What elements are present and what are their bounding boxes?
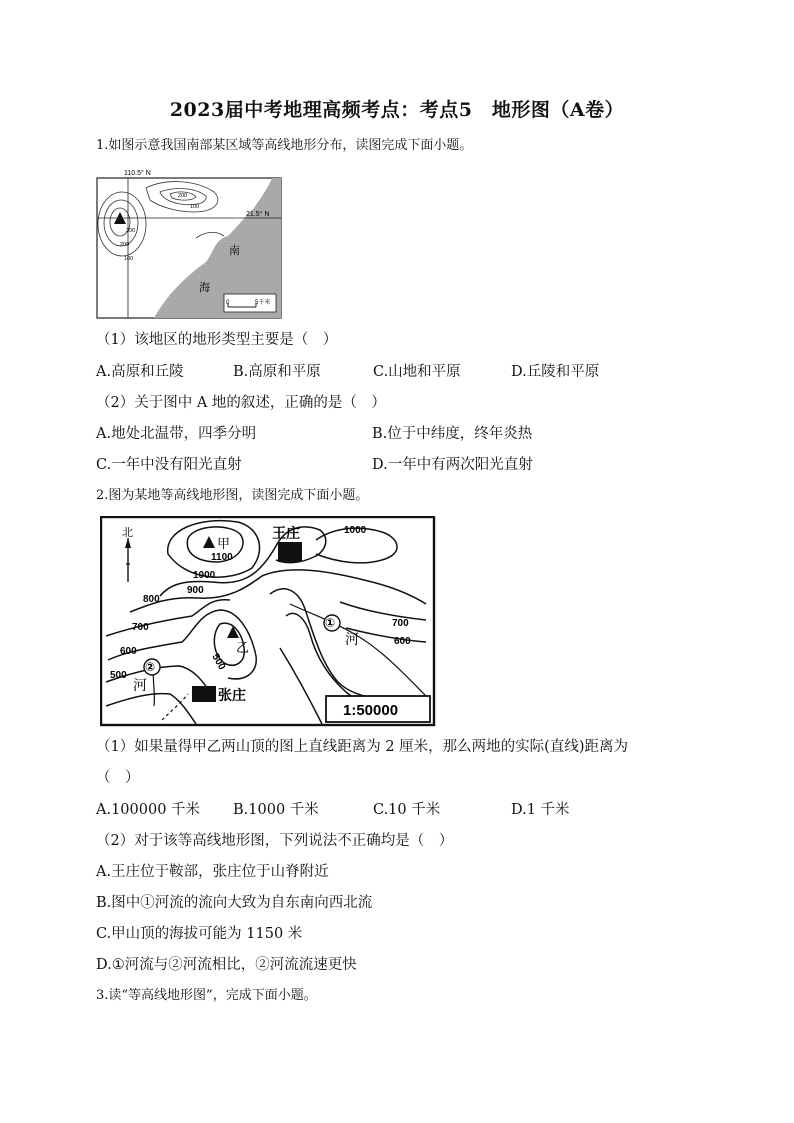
q1-contour-map [96, 166, 284, 320]
q1-sub2-option-b[interactable]: B.位于中纬度，终年炎热 [372, 426, 533, 442]
q1-scale-label: 5千米 [255, 300, 271, 306]
contour-label-1000: 1000 [193, 570, 216, 581]
q2-sub2-text: （2）对于该等高线地形图，下列说法不正确均是（ ） [96, 833, 454, 849]
q1-sub1-option-d[interactable]: D.丘陵和平原 [511, 364, 600, 380]
q1-contour-label: 200 [178, 193, 188, 199]
q1-sub1-option-b[interactable]: B.高原和平原 [233, 364, 321, 380]
river2-label: 河 [133, 677, 147, 693]
peak-jia-label: 甲 [217, 536, 231, 551]
q1-lat-label: 21.5° N [246, 211, 270, 218]
village-wang-icon [278, 542, 302, 562]
q2-sub1-text: （1）如果量得甲乙两山顶的图上直线距离为 2 厘米，那么两地的实际(直线)距离为 [96, 739, 628, 755]
contour-label-1100: 1100 [211, 552, 233, 563]
q1-contour-label: 200 [120, 242, 130, 248]
q1-sea-char: 海 [199, 282, 210, 294]
q1-sub2-option-d[interactable]: D.一年中有两次阳光直射 [372, 457, 533, 473]
north-label: 北 [122, 527, 133, 539]
q3-stem: 3.读“等高线地形图”，完成下面小题。 [96, 988, 317, 1003]
river1-label: 河 [345, 631, 359, 647]
q2-contour-map [100, 516, 436, 728]
q2-sub1-option-d[interactable]: D.1 千米 [511, 802, 570, 818]
village-zhang-label: 张庄 [218, 687, 246, 703]
contour-label-800: 800 [143, 594, 160, 605]
q1-sub2-option-c[interactable]: C.一年中没有阳光直射 [96, 457, 242, 473]
q2-sub1-text2: （ ） [96, 770, 140, 786]
q2-sub1-option-b[interactable]: B.1000 千米 [233, 802, 319, 818]
contour-label-900: 900 [187, 585, 204, 596]
q2-sub1-option-c[interactable]: C.10 千米 [373, 802, 441, 818]
q1-sub1-option-a[interactable]: A.高原和丘陵 [96, 364, 184, 380]
village-wang-label: 王庄 [272, 525, 300, 541]
contour-label-500: 500 [209, 652, 228, 672]
river-marker-1: ① [325, 616, 336, 630]
q1-contour-label: 100 [124, 256, 134, 262]
q1-contour-label: 300 [126, 228, 136, 234]
q1-contour-label: 100 [190, 204, 200, 210]
q2-sub2-option-b[interactable]: B.图中①河流的流向大致为自东南向西北流 [96, 895, 373, 911]
page-title: 2023届中考地理高频考点：考点5 地形图（A卷） [169, 99, 625, 121]
q1-lon-label: 110.5° N [124, 170, 151, 177]
village-zhang-icon [192, 686, 216, 702]
q1-sub2-option-a[interactable]: A.地处北温带，四季分明 [96, 426, 257, 442]
q2-stem: 2.图为某地等高线地形图，读图完成下面小题。 [96, 488, 369, 503]
q1-scale-zero: 0 [226, 300, 230, 306]
q1-sub1-text: （1）该地区的地形类型主要是（ ） [96, 332, 338, 348]
q1-sub2-text: （2）关于图中 A 地的叙述，正确的是（ ） [96, 395, 386, 411]
q2-sub2-option-c[interactable]: C.甲山顶的海拔可能为 1150 米 [96, 926, 303, 942]
contour-label-600: 600 [120, 646, 137, 657]
q1-sea-char: 南 [229, 245, 240, 257]
q2-sub2-option-a[interactable]: A.王庄位于鞍部，张庄位于山脊附近 [96, 864, 329, 880]
contour-label-600: 600 [394, 636, 411, 647]
q1-sub1-option-c[interactable]: C.山地和平原 [373, 364, 461, 380]
q1-stem: 1.如图示意我国南部某区域等高线地形分布，读图完成下面小题。 [96, 138, 473, 153]
river-marker-2: ② [145, 660, 156, 674]
peak-yi-label: 乙 [236, 640, 250, 655]
contour-label-500: 500 [110, 670, 127, 681]
q2-scale-label: 1:50000 [343, 702, 399, 719]
contour-label-1000: 1000 [344, 525, 367, 536]
contour-label-700: 700 [132, 622, 149, 633]
q2-sub2-option-d[interactable]: D.①河流与②河流相比，②河流流速更快 [96, 957, 357, 973]
contour-label-700: 700 [392, 618, 409, 629]
q2-sub1-option-a[interactable]: A.100000 千米 [96, 802, 201, 818]
